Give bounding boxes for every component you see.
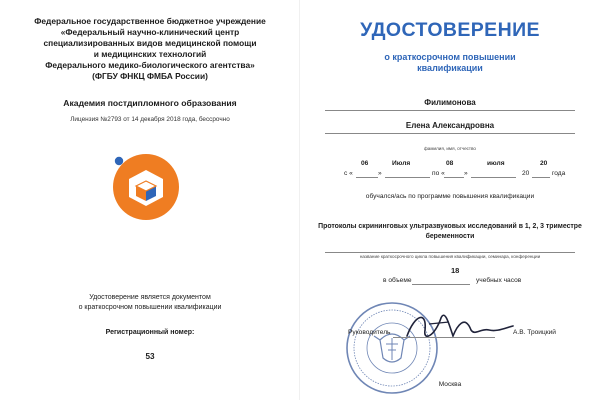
organization-name [10, 16, 290, 82]
city: Москва [438, 381, 462, 388]
date-to-month: июля [487, 160, 505, 167]
program-title-line: беременности [425, 233, 475, 240]
name-caption: фамилия, имя, отчество [424, 146, 476, 151]
studied-text: обучался/ась по программе повышения квалификации [365, 193, 535, 200]
organization-line: (ФГБУ ФНКЦ ФМБА России) [92, 71, 208, 81]
date-from-month: Июля [392, 160, 411, 167]
date-from-day: 06 [361, 160, 369, 167]
year-prefix: 20 [522, 170, 530, 177]
organization-line: специализированных видов медицинской помощи [43, 38, 257, 48]
hours-prefix: в объеме [383, 277, 412, 284]
certificate-subtitle [300, 52, 600, 74]
organization-line: Федерального медико-биологического агентства» [45, 60, 255, 70]
hours-suffix: учебных часов [476, 277, 522, 284]
year-line [532, 177, 550, 178]
given-names-line [325, 133, 575, 134]
registration-label: Регистрационный номер: [105, 329, 195, 336]
surname: Филимонова [424, 98, 476, 107]
date-to-prefix: по « [432, 170, 445, 177]
year-value: 20 [540, 160, 548, 167]
head-name: А.В. Троицкий [513, 329, 556, 336]
signature-line [393, 337, 495, 338]
document-note-line: Удостоверение является документом [89, 294, 211, 301]
date-from-day-line [356, 177, 378, 178]
hours-line [412, 284, 470, 285]
organization-line: Федеральное государственное бюджетное учреждение [34, 16, 266, 26]
subtitle-line: о краткосрочном повышении [384, 52, 516, 62]
head-label: Руководитель [348, 329, 391, 336]
given-names: Елена Александровна [405, 121, 495, 130]
subtitle-line: квалификации [417, 63, 483, 73]
registration-number: 53 [145, 352, 155, 361]
document-note [10, 293, 290, 313]
hours-value: 18 [451, 266, 460, 275]
license-text: Лицензия №2793 от 14 декабря 2018 года, бессрочно [70, 116, 230, 123]
year-suffix: года [552, 170, 566, 177]
organization-line: «Федеральный научно-клинический центр [60, 27, 240, 37]
program-line [325, 252, 575, 253]
date-to-month-line [471, 177, 516, 178]
program-caption: название краткосрочного цикла повышения квалификации, семинара, конференции [359, 254, 541, 259]
academy-name: Академия постдипломного образования [63, 98, 237, 108]
handwritten-signature-icon [405, 306, 515, 346]
document-note-line: о краткосрочном повышении квалификации [78, 304, 222, 311]
certificate-title: УДОСТОВЕРЕНИЕ [360, 19, 540, 41]
date-from-prefix: с « [344, 170, 353, 177]
program-title [318, 222, 582, 242]
date-to-day: 08 [446, 160, 454, 167]
date-from-month-line [385, 177, 430, 178]
surname-line [325, 110, 575, 111]
orange-cube-emblem-icon [111, 152, 181, 222]
program-title-line: Протоколы скрининговых ультразвуковых исследований в 1, 2, 3 триместре [318, 223, 582, 230]
date-to-close: » [464, 170, 468, 177]
date-to-day-line [444, 177, 464, 178]
date-from-close: » [378, 170, 382, 177]
organization-line: и медицинских технологий [93, 49, 207, 59]
